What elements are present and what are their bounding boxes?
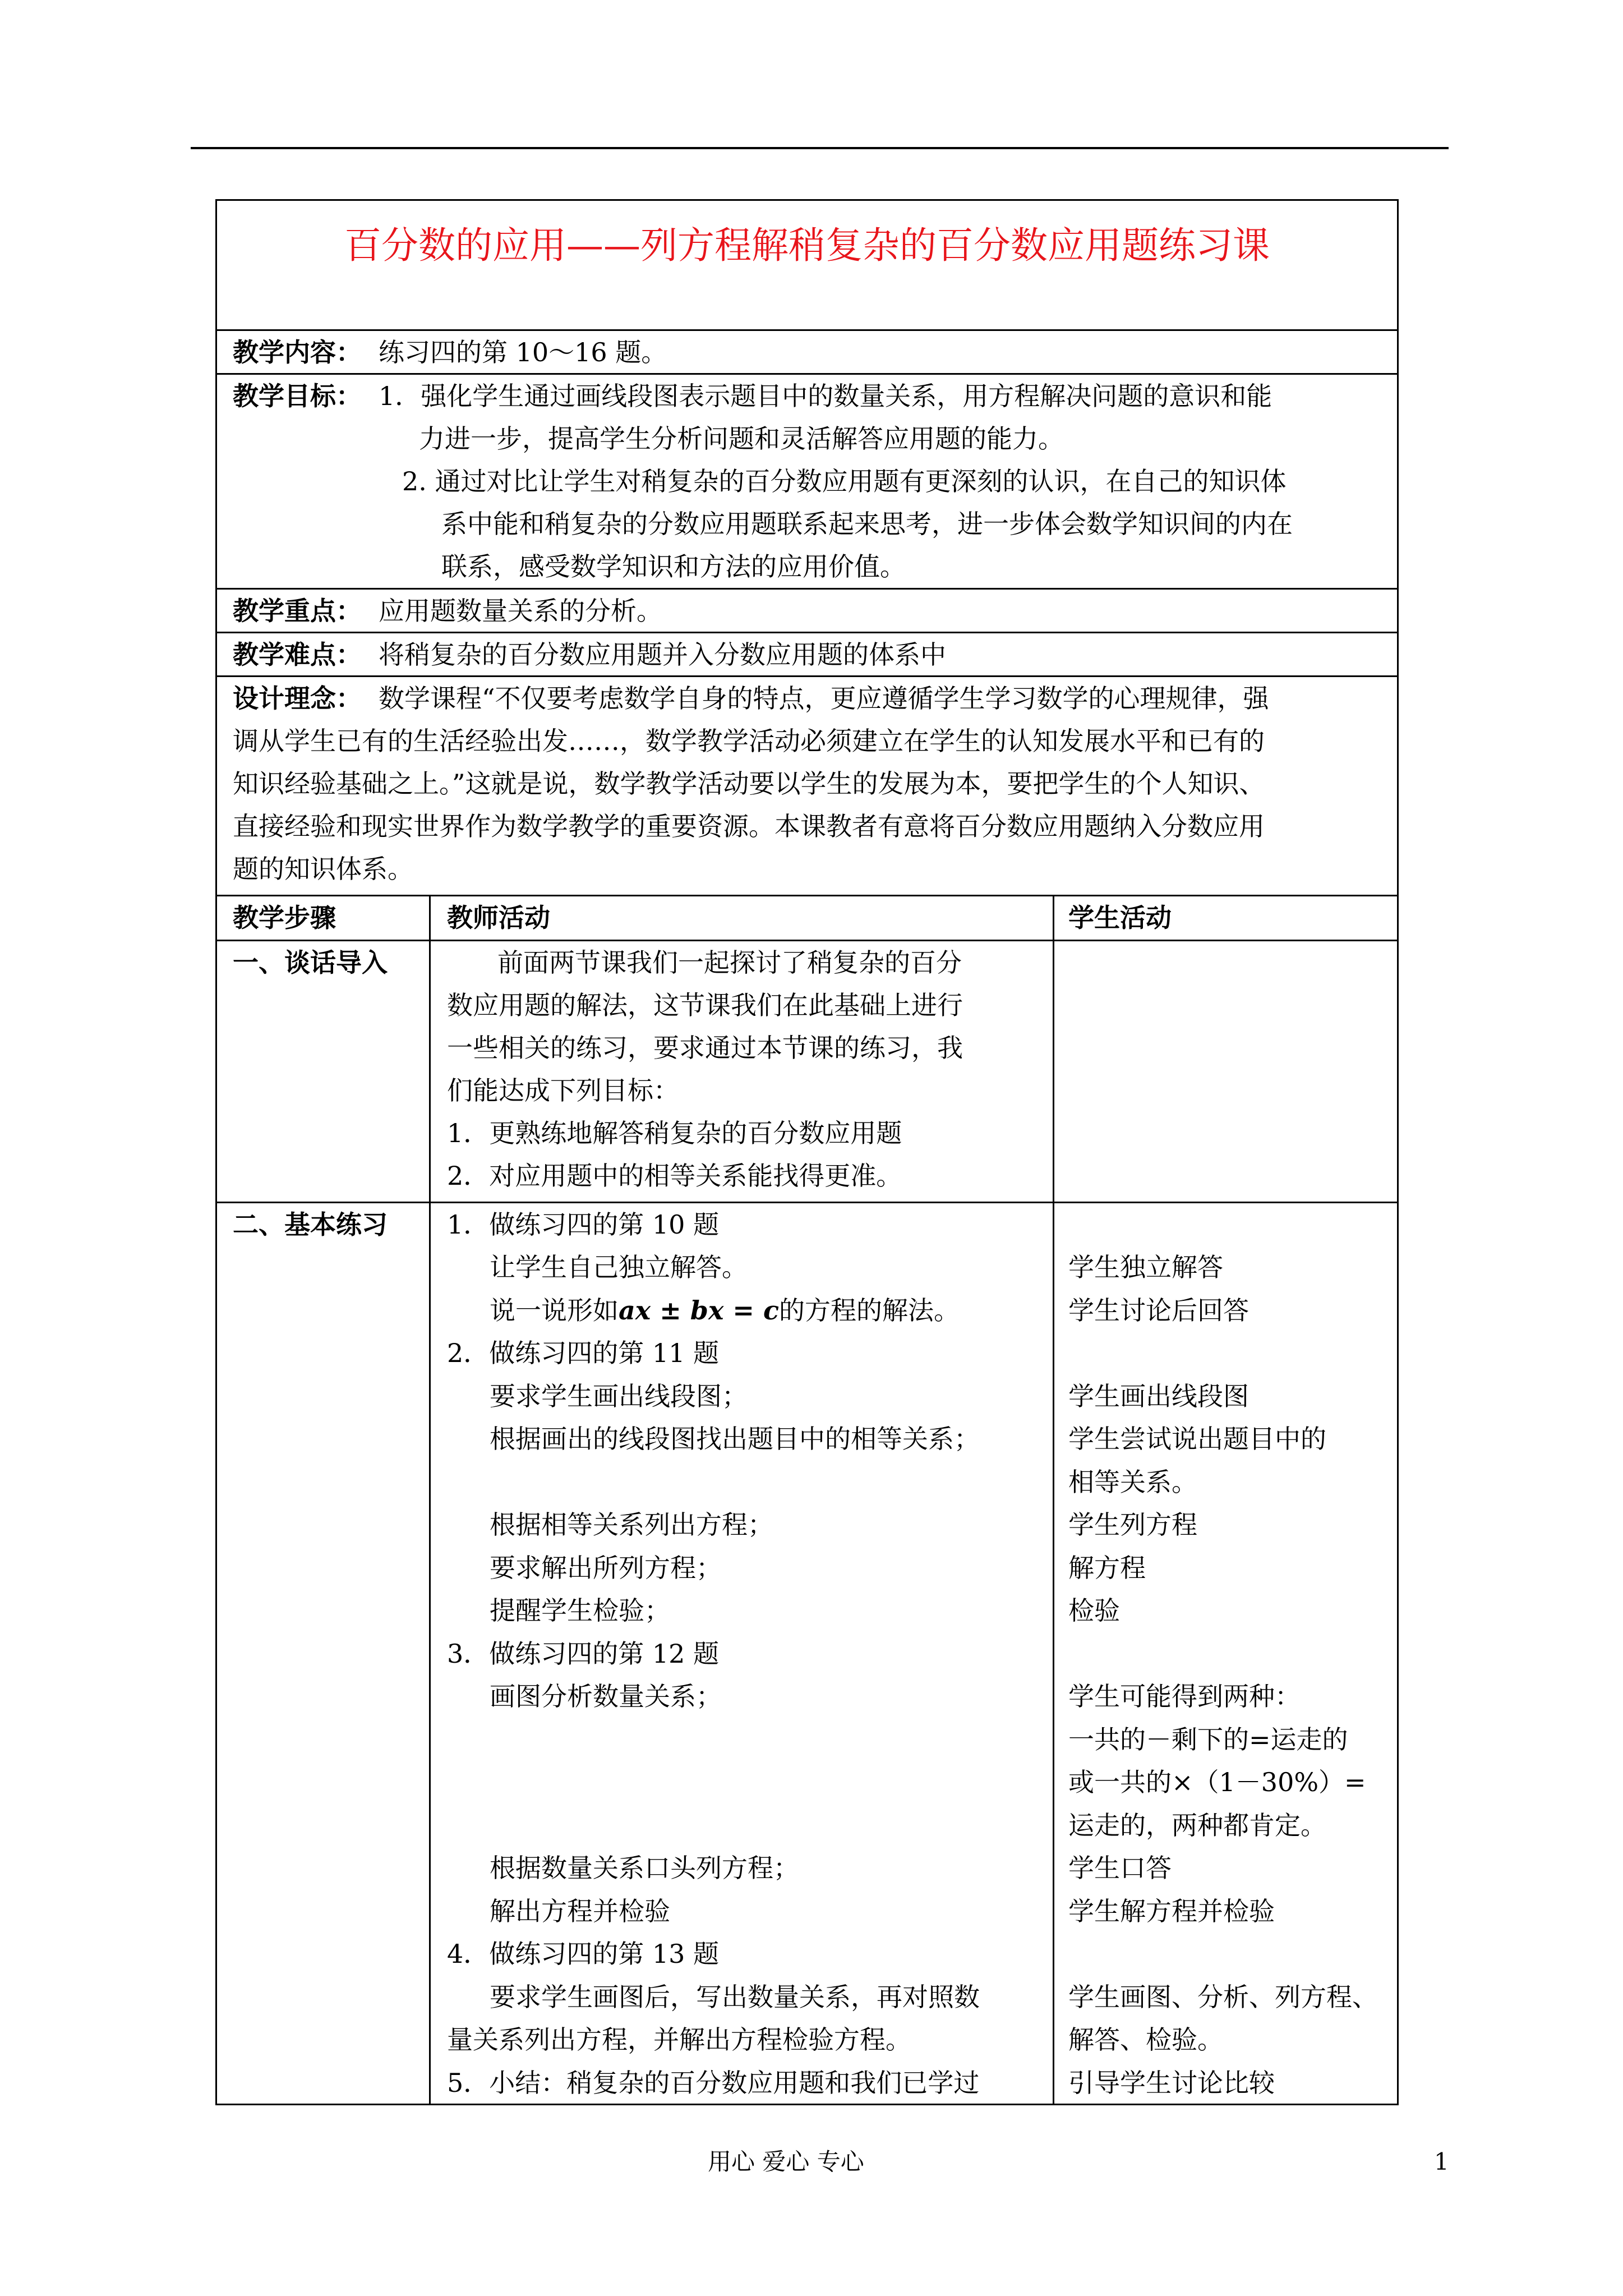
footer-motto: 用心 爱心 专心 (708, 2148, 864, 2175)
step2-teacher-line: 3．做练习四的第 12 题 (447, 1639, 720, 1669)
content-text: 练习四的第 10～16 题。 (379, 337, 667, 367)
step2-student-line: 检验 (1068, 1595, 1120, 1626)
step2-teacher-line: 根据数量关系口头列方程； (490, 1853, 799, 1883)
step2-name: 二、基本练习 (233, 1209, 388, 1240)
step2-student-line: 一共的－剩下的=运走的 (1068, 1724, 1348, 1755)
step2-teacher-line: 要求学生画图后，写出数量关系，再对照数 (490, 1982, 980, 2012)
step1-teacher-line: 数应用题的解法，这节课我们在此基础上进行 (447, 990, 963, 1020)
step2-student-line: 学生解方程并检验 (1068, 1896, 1275, 1926)
step2-student-line: 解答、检验。 (1068, 2024, 1223, 2055)
step2-teacher-line: 4．做练习四的第 13 题 (447, 1939, 720, 1969)
key-point-row (217, 590, 1397, 633)
step2-student-line: 解方程 (1068, 1553, 1146, 1583)
concept-line: 调从学生已有的生活经验出发……，数学教学活动必须建立在学生的认知发展水平和已有的 (233, 726, 1265, 756)
step1-row (217, 941, 1397, 1203)
objectives-row (217, 375, 1397, 590)
step2-teacher-line: 说一说形如ax ± bx = c的方程的解法。 (490, 1295, 960, 1326)
step2-student-line: 学生口答 (1068, 1853, 1172, 1883)
step1-teacher-line: 一些相关的练习，要求通过本节课的练习，我 (447, 1033, 963, 1063)
table-header-row (217, 896, 1397, 941)
step2-student-line: 学生列方程 (1068, 1510, 1197, 1540)
step2-student-line: 或一共的×（1－30%）= (1068, 1767, 1366, 1797)
concept-line: 题的知识体系。 (233, 854, 413, 884)
step2-teacher-line: 画图分析数量关系； (490, 1681, 722, 1711)
concept-row (217, 677, 1397, 896)
title-row (217, 201, 1397, 331)
column-divider (429, 896, 431, 2105)
step2-student-line: 相等关系。 (1068, 1467, 1197, 1497)
step2-teacher-line: 提醒学生检验； (490, 1595, 670, 1626)
step1-teacher-line: 2．对应用题中的相等关系能找得更准。 (447, 1161, 902, 1191)
concept-line: 数学课程“不仅要考虑数学自身的特点，更应遵循学生学习数学的心理规律，强 (379, 683, 1269, 714)
step2-teacher-line: 要求解出所列方程； (490, 1553, 722, 1583)
step2-teacher-line: 根据相等关系列出方程； (490, 1510, 773, 1540)
step1-teacher-line: 们能达成下列目标： (447, 1075, 679, 1106)
lesson-plan-table (215, 199, 1399, 2105)
step2-teacher-line: 让学生自己独立解答。 (490, 1252, 748, 1282)
step2-teacher-line: 解出方程并检验 (490, 1896, 670, 1926)
step2-student-line: 学生讨论后回答 (1068, 1295, 1249, 1326)
key-point-text: 应用题数量关系的分析。 (379, 596, 662, 626)
step2-teacher-line: 量关系列出方程，并解出方程检验方程。 (447, 2024, 911, 2055)
step2-student-line: 学生画出线段图 (1068, 1381, 1249, 1411)
step2-row (217, 1203, 1397, 2105)
header-teacher: 教师活动 (447, 903, 550, 933)
content-label: 教学内容： (233, 337, 362, 367)
step2-student-line: 学生独立解答 (1068, 1252, 1223, 1282)
difficulty-label: 教学难点： (233, 639, 362, 670)
step1-teacher-line: 1．更熟练地解答稍复杂的百分数应用题 (447, 1118, 902, 1148)
objectives-label: 教学目标： (233, 381, 362, 411)
objective-line: 2. 通过对比让学生对稍复杂的百分数应用题有更深刻的认识，在自己的知识体 (402, 466, 1287, 496)
objective-line: 系中能和稍复杂的分数应用题联系起来思考，进一步体会数学知识间的内在 (441, 509, 1293, 539)
header-rule (191, 147, 1449, 149)
concept-label: 设计理念： (233, 683, 362, 714)
difficulty-text: 将稍复杂的百分数应用题并入分数应用题的体系中 (379, 639, 946, 670)
step2-student-line: 运走的，两种都肯定。 (1068, 1810, 1326, 1841)
objective-line: 1．强化学生通过画线段图表示题目中的数量关系，用方程解决问题的意识和能 (379, 381, 1272, 411)
content-row (217, 331, 1397, 375)
formula: ax ± bx = c (619, 1295, 779, 1326)
step2-teacher-line: 5．小结：稍复杂的百分数应用题和我们已学过 (447, 2068, 980, 2098)
concept-line: 知识经验基础之上。”这就是说，数学教学活动要以学生的发展为本，要把学生的个人知识、 (233, 769, 1265, 799)
page-number: 1 (1434, 2148, 1449, 2175)
objective-line: 力进一步，提高学生分析问题和灵活解答应用题的能力。 (419, 424, 1064, 454)
step1-name: 一、谈话导入 (233, 947, 388, 978)
step2-teacher-line: 2．做练习四的第 11 题 (447, 1338, 720, 1368)
step2-teacher-line: 要求学生画出线段图； (490, 1381, 748, 1411)
concept-line: 直接经验和现实世界作为数学教学的重要资源。本课教者有意将百分数应用题纳入分数应用 (233, 811, 1265, 841)
step2-teacher-line: 1．做练习四的第 10 题 (447, 1209, 720, 1240)
page-title: 百分数的应用——列方程解稍复杂的百分数应用题练习课 (344, 224, 1270, 267)
step2-teacher-line: 根据画出的线段图找出题目中的相等关系； (490, 1424, 980, 1454)
step2-student-line: 学生画图、分析、列方程、 (1068, 1982, 1378, 2012)
step2-student-line: 学生尝试说出题目中的 (1068, 1424, 1326, 1454)
step2-student-line: 引导学生讨论比较 (1068, 2068, 1275, 2098)
step1-teacher-line: 前面两节课我们一起探讨了稍复杂的百分 (497, 947, 962, 978)
key-point-label: 教学重点： (233, 596, 362, 626)
difficulty-row (217, 633, 1397, 677)
column-divider (1053, 896, 1054, 2105)
header-step: 教学步骤 (233, 903, 336, 933)
step2-student-line: 学生可能得到两种： (1068, 1681, 1301, 1711)
objective-line: 联系，感受数学知识和方法的应用价值。 (441, 551, 906, 582)
header-student: 学生活动 (1068, 903, 1172, 933)
